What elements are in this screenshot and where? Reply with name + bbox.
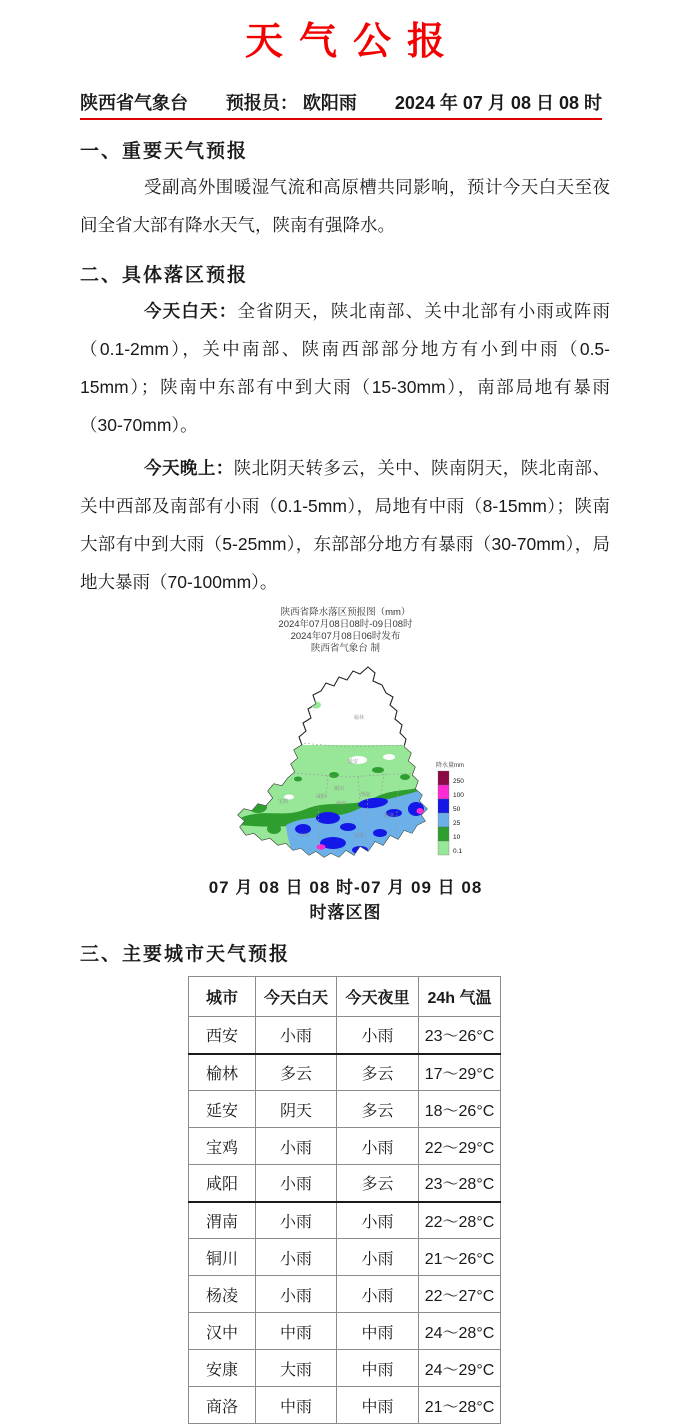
weather-cell: 小雨 (256, 1239, 337, 1276)
legend-label: 100 (453, 792, 464, 799)
document-meta-line (80, 89, 602, 120)
temperature-cell: 22～28°C (419, 1202, 501, 1239)
city-cell: 咸阳 (189, 1165, 256, 1202)
section-1-heading: 一、重要天气预报 (80, 141, 249, 162)
map-title-line-4: 陕西省气象台 制 (310, 643, 381, 654)
legend-swatch (438, 841, 449, 855)
col-header-city: 城市 (189, 977, 256, 1017)
agency-name: 陕西省气象台 (80, 93, 188, 113)
legend-swatch (438, 771, 449, 785)
weather-cell: 中雨 (337, 1387, 419, 1424)
weather-cell: 小雨 (337, 1128, 419, 1165)
city-cell: 商洛 (189, 1387, 256, 1424)
map-city-label: 宝鸡 (278, 799, 289, 805)
weather-cell: 多云 (256, 1054, 337, 1091)
map-title-line-3: 2024年07月08日06时发布 (290, 631, 401, 642)
section-2-heading: 二、具体落区预报 (80, 265, 249, 286)
precipitation-map-block (208, 607, 508, 923)
city-cell: 榆林 (189, 1054, 256, 1091)
map-city-label: 铜川 (334, 786, 345, 792)
legend-swatch (438, 827, 449, 841)
weather-cell: 多云 (337, 1054, 419, 1091)
temperature-cell: 24～28°C (419, 1313, 501, 1350)
legend-swatch (438, 785, 449, 799)
table-row (189, 1017, 501, 1054)
map-title-lines (208, 607, 483, 655)
map-city-label: 榆林 (354, 715, 365, 721)
col-header-temp: 24h 气温 (419, 977, 501, 1017)
table-row (189, 1165, 501, 1202)
weather-cell: 多云 (337, 1165, 419, 1202)
city-cell: 安康 (189, 1350, 256, 1387)
map-city-label: 咸阳 (316, 794, 327, 800)
weather-cell: 阴天 (256, 1091, 337, 1128)
weather-cell: 小雨 (256, 1165, 337, 1202)
weather-cell: 小雨 (337, 1276, 419, 1313)
table-row (189, 1387, 501, 1424)
weather-cell: 多云 (337, 1091, 419, 1128)
temperature-cell: 17～29°C (419, 1054, 501, 1091)
weather-cell: 小雨 (337, 1239, 419, 1276)
weather-cell: 小雨 (337, 1017, 419, 1054)
map-city-label: 延安 (348, 759, 359, 765)
city-cell: 杨凌 (189, 1276, 256, 1313)
map-title-line-2: 2024年07月08日08时-09日08时 (278, 619, 413, 630)
table-body (189, 1017, 501, 1424)
temperature-cell: 23～26°C (419, 1017, 501, 1054)
section-3-heading: 三、主要城市天气预报 (80, 944, 291, 965)
temperature-cell: 23～28°C (419, 1165, 501, 1202)
table-row (189, 1091, 501, 1128)
legend-label: 0.1 (453, 848, 463, 855)
city-cell: 宝鸡 (189, 1128, 256, 1165)
city-weather-table (188, 976, 501, 1424)
issue-datetime: 2024 年 07 月 08 日 08 时 (394, 93, 602, 113)
daytime-forecast-paragraph (80, 292, 610, 444)
table-row (189, 1239, 501, 1276)
legend-title: 降水量mm (436, 763, 464, 769)
legend-label: 250 (453, 778, 464, 785)
weather-cell: 小雨 (256, 1128, 337, 1165)
legend-swatch (438, 799, 449, 813)
weather-cell: 中雨 (337, 1350, 419, 1387)
map-title-line-1: 陕西省降水落区预报图（mm） (280, 607, 411, 618)
map-city-label: 汉中 (300, 833, 311, 839)
city-cell: 铜川 (189, 1239, 256, 1276)
map-caption: 07 月 08 日 08 时-07 月 09 日 08 时落区图 (208, 878, 483, 922)
daytime-label: 今天白天： (144, 301, 238, 321)
document-body (0, 136, 690, 1424)
temperature-cell: 21～28°C (419, 1387, 501, 1424)
city-cell: 西安 (189, 1017, 256, 1054)
weather-cell: 小雨 (256, 1276, 337, 1313)
table-row (189, 1276, 501, 1313)
col-header-daytime: 今天白天 (256, 977, 337, 1017)
table-header-row (189, 977, 501, 1017)
weather-cell: 小雨 (337, 1202, 419, 1239)
weather-cell: 中雨 (337, 1313, 419, 1350)
night-text: 陕北阴天转多云，关中、陕南阴天，陕北南部、关中西部及南部有小雨（0.1-5mm），局地有中雨（8-15mm）；陕南大部有中到大雨（5-25mm），东部部分地方有暴雨（30-70mm），局地大暴雨（70-100mm）。 (80, 458, 611, 592)
weather-cell: 中雨 (256, 1387, 337, 1424)
temperature-cell: 22～27°C (419, 1276, 501, 1313)
weather-cell: 小雨 (256, 1017, 337, 1054)
map-city-label: 安康 (354, 833, 365, 839)
map-city-label: 西安 (336, 801, 347, 807)
legend-label: 50 (453, 806, 461, 813)
page-title: 天气公报 (244, 21, 461, 63)
precipitation-map (208, 657, 483, 865)
city-cell: 延安 (189, 1091, 256, 1128)
weather-cell: 小雨 (256, 1202, 337, 1239)
section-1-paragraph: 受副高外围暖湿气流和高原槽共同影响，预计今天白天至夜间全省大部有降水天气，陕南有强降水。 (80, 177, 610, 235)
daytime-text: 全省阴天，陕北南部、关中北部有小雨或阵雨（0.1-2mm），关中南部、陕南西部部分地方有小到中雨（0.5-15mm）；陕南中东部有中到大雨（15-30mm），南部局地有暴雨（30-70mm）。 (80, 301, 610, 435)
table-row (189, 1313, 501, 1350)
forecaster-name: 预报员： 欧阳雨 (225, 93, 357, 113)
table-row (189, 1202, 501, 1239)
city-cell: 汉中 (189, 1313, 256, 1350)
temperature-cell: 22～29°C (419, 1128, 501, 1165)
weather-cell: 大雨 (256, 1350, 337, 1387)
table-row (189, 1054, 501, 1091)
province-map (208, 667, 483, 865)
night-label: 今天晚上： (144, 458, 234, 478)
temperature-cell: 24～29°C (419, 1350, 501, 1387)
temperature-cell: 18～26°C (419, 1091, 501, 1128)
legend-swatch (438, 813, 449, 827)
map-city-label: 渭南 (360, 792, 371, 798)
table-row (189, 1128, 501, 1165)
map-legend (436, 761, 464, 855)
temperature-cell: 21～26°C (419, 1239, 501, 1276)
table-row (189, 1350, 501, 1387)
weather-cell: 中雨 (256, 1313, 337, 1350)
map-city-label: 商洛 (384, 813, 395, 819)
legend-label: 25 (453, 820, 461, 827)
col-header-night: 今天夜里 (337, 977, 419, 1017)
city-cell: 渭南 (189, 1202, 256, 1239)
night-forecast-paragraph (80, 449, 610, 601)
legend-label: 10 (453, 834, 461, 841)
